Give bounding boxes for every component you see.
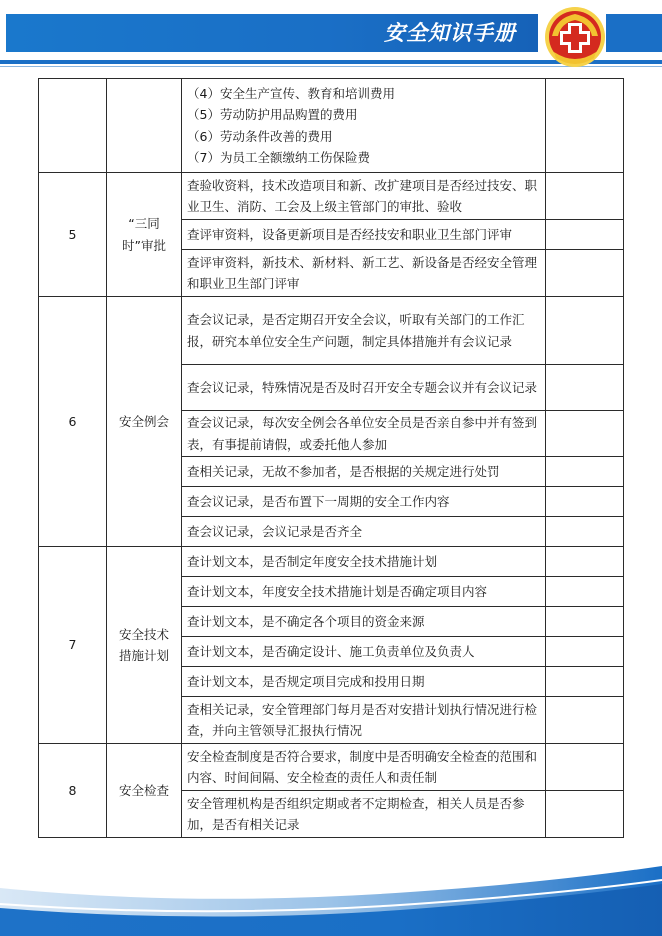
table-row bbox=[39, 173, 624, 220]
result-cell bbox=[546, 411, 624, 457]
table-row bbox=[39, 547, 624, 577]
page-title: 安全知识手册 bbox=[384, 21, 516, 45]
category-cell bbox=[107, 79, 182, 173]
result-cell bbox=[546, 365, 624, 411]
result-cell bbox=[546, 744, 624, 791]
check-item: 查评审资料，新技术、新材料、新工艺、新设备是否经安全管理和职业卫生部门评审 bbox=[182, 250, 546, 297]
list-item: （6）劳动条件改善的费用 bbox=[187, 128, 333, 144]
header-banner bbox=[6, 14, 538, 52]
result-cell bbox=[546, 250, 624, 297]
result-cell bbox=[546, 220, 624, 250]
result-cell bbox=[546, 791, 624, 838]
result-cell bbox=[546, 79, 624, 173]
check-item: 查会议记录，是否定期召开安全会议，听取有关部门的工作汇报，研究本单位安全生产问题，制定具体措施并有会议记录 bbox=[182, 297, 546, 365]
page-header bbox=[0, 0, 662, 80]
check-item: 查计划文本，是不确定各个项目的资金来源 bbox=[182, 607, 546, 637]
result-cell bbox=[546, 577, 624, 607]
row-number-cell: 5 bbox=[39, 173, 107, 297]
result-cell bbox=[546, 487, 624, 517]
result-cell bbox=[546, 173, 624, 220]
result-cell bbox=[546, 667, 624, 697]
list-item: （4）安全生产宣传、教育和培训费用 bbox=[187, 85, 395, 101]
check-item: 查会议记录，会议记录是否齐全 bbox=[182, 517, 546, 547]
check-item: 查会议记录，是否布置下一周期的安全工作内容 bbox=[182, 487, 546, 517]
result-cell bbox=[546, 637, 624, 667]
result-cell bbox=[546, 457, 624, 487]
check-item: 查验收资料，技术改造项目和新、改扩建项目是否经过技安、职业卫生、消防、工会及上级主管部门的审批、验收 bbox=[182, 173, 546, 220]
category-cell: 安全检查 bbox=[107, 744, 182, 838]
check-item: 查相关记录，无故不参加者，是否根据的关规定进行处罚 bbox=[182, 457, 546, 487]
row-number-cell: 7 bbox=[39, 547, 107, 744]
check-item: 查计划文本，年度安全技术措施计划是否确定项目内容 bbox=[182, 577, 546, 607]
check-item: 安全检查制度是否符合要求，制度中是否明确安全检查的范围和内容、时间间隔、安全检查的责任人和责任制 bbox=[182, 744, 546, 791]
row-number-cell bbox=[39, 79, 107, 173]
safety-checklist-table bbox=[38, 78, 624, 838]
result-cell bbox=[546, 607, 624, 637]
row-number-cell: 8 bbox=[39, 744, 107, 838]
category-cell: 安全技术措施计划 bbox=[107, 547, 182, 744]
result-cell bbox=[546, 297, 624, 365]
row-number-cell: 6 bbox=[39, 297, 107, 547]
safety-cross-emblem-icon bbox=[544, 6, 606, 68]
check-item: 查计划文本，是否确定设计、施工负责单位及负责人 bbox=[182, 637, 546, 667]
table-row bbox=[39, 744, 624, 791]
header-accent-block bbox=[606, 14, 662, 52]
list-item: （7）为员工全额缴纳工伤保险费 bbox=[187, 150, 370, 165]
check-item: 查相关记录，安全管理部门每月是否对安措计划执行情况进行检查，并向主管领导汇报执行情况 bbox=[182, 697, 546, 744]
check-item: 安全管理机构是否组织定期或者不定期检查，相关人员是否参加，是否有相关记录 bbox=[182, 791, 546, 838]
check-item: 查评审资料，设备更新项目是否经技安和职业卫生部门评审 bbox=[182, 220, 546, 250]
check-item: 查会议记录，特殊情况是否及时召开安全专题会议并有会议记录 bbox=[182, 365, 546, 411]
footer-wave-decoration bbox=[0, 858, 662, 936]
check-item: 查会议记录，每次安全例会各单位安全员是否亲自参中并有签到表，有事提前请假，或委托他人参加 bbox=[182, 411, 546, 457]
result-cell bbox=[546, 517, 624, 547]
result-cell bbox=[546, 697, 624, 744]
category-cell: 安全例会 bbox=[107, 297, 182, 547]
table-row bbox=[39, 297, 624, 365]
check-item: 查计划文本，是否规定项目完成和投用日期 bbox=[182, 667, 546, 697]
item-cell bbox=[182, 79, 546, 173]
list-item: （5）劳动防护用品购置的费用 bbox=[187, 107, 358, 122]
result-cell bbox=[546, 547, 624, 577]
category-cell: “三同时”审批 bbox=[107, 173, 182, 297]
check-item: 查计划文本，是否制定年度安全技术措施计划 bbox=[182, 547, 546, 577]
table-row bbox=[39, 79, 624, 173]
